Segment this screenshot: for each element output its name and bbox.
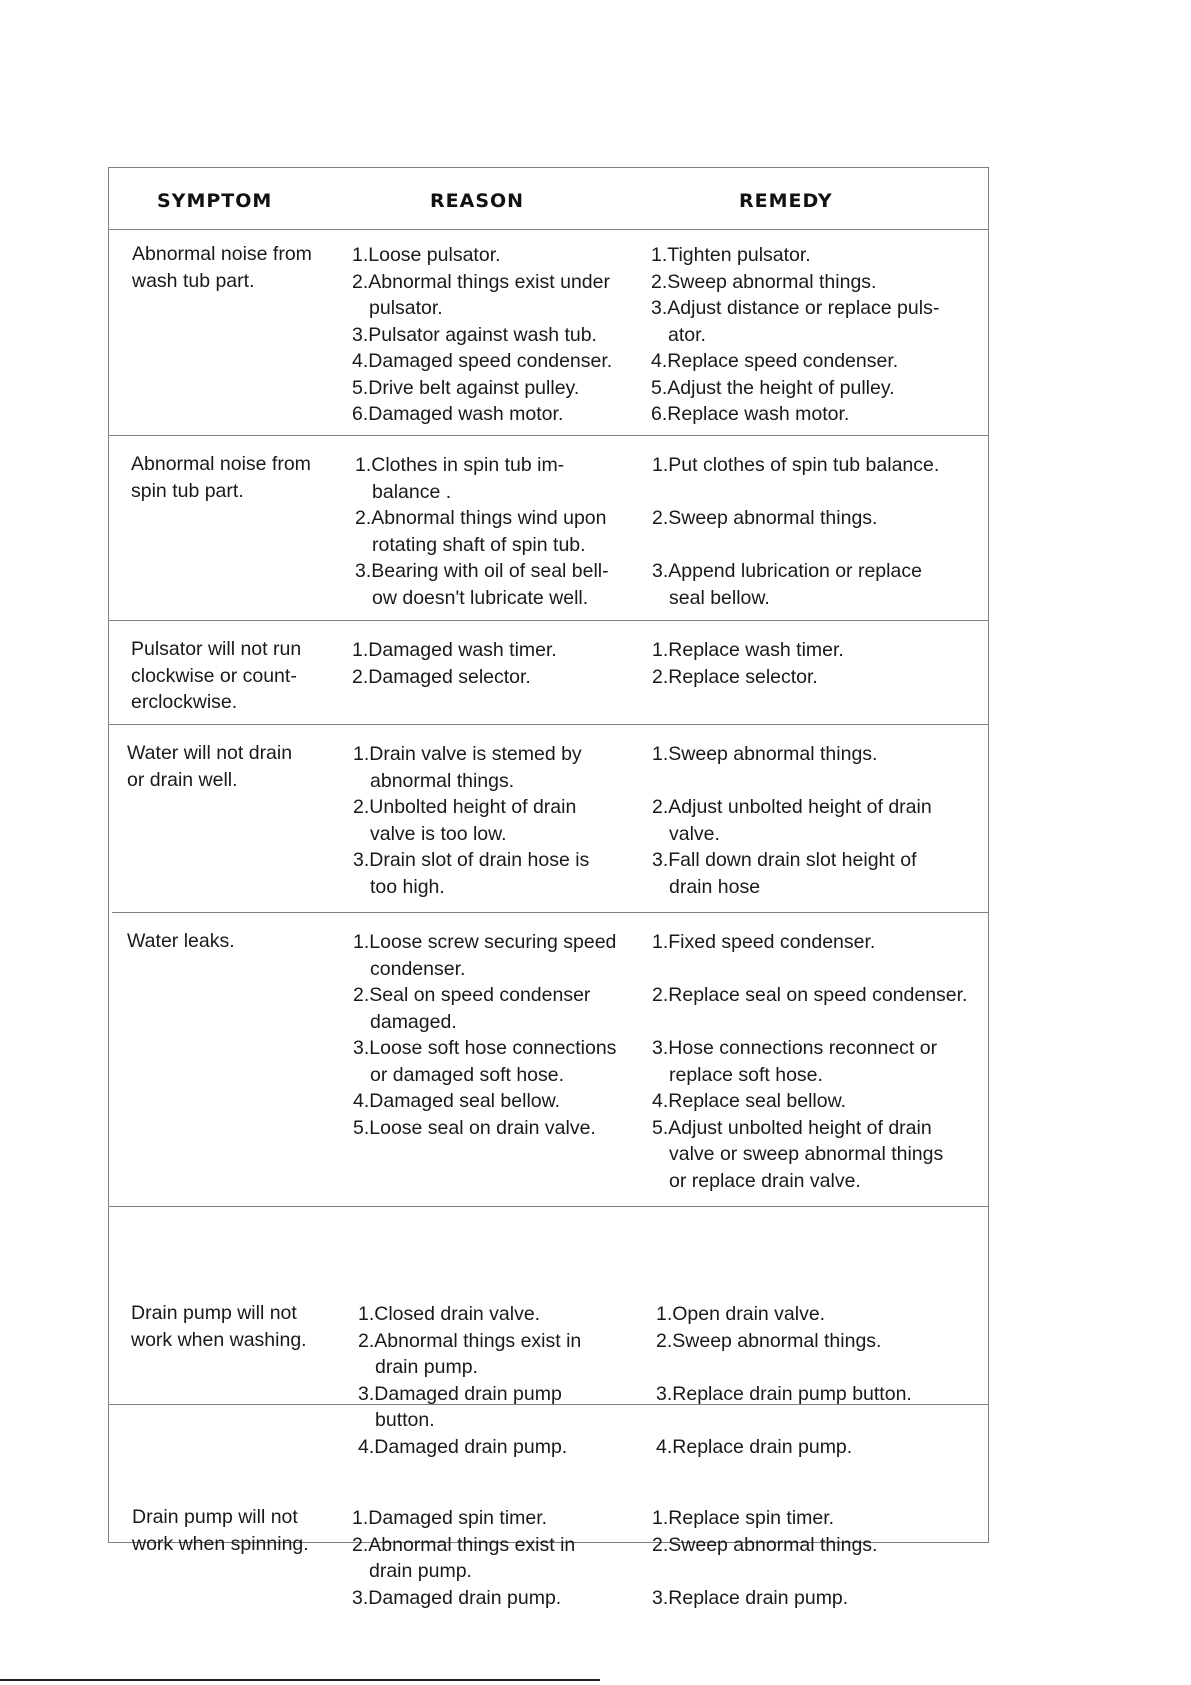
reason-line: 6.Damaged wash motor. [352,403,564,425]
reason-line: or damaged soft hose. [370,1063,565,1086]
remedy-line: 1.Replace spin timer. [652,1507,835,1529]
row-divider [109,620,988,621]
symptom-line: work when washing. [131,1328,307,1351]
reason-line: too high. [370,875,445,898]
remedy-line [652,479,939,506]
remedy-cell [652,637,844,690]
reason-line: 2.Damaged selector. [352,665,531,688]
remedy-line: or replace drain valve. [669,1169,861,1192]
symptom-cell [131,451,311,504]
remedy-cell [652,452,939,611]
remedy-line: 3.Hose connections reconnect or [652,1037,938,1059]
symptom-line: Drain pump will not [131,1302,297,1324]
reason-line: 1.Loose pulsator. [352,244,501,266]
reason-line: 2.Abnormal things exist in [352,1533,576,1556]
reason-line: rotating shaft of spin tub. [372,533,586,556]
reason-line: 3.Pulsator against wash tub. [352,323,597,346]
header-remedy: REMEDY [739,190,833,212]
symptom-line: spin tub part. [131,479,244,502]
remedy-line [652,1009,967,1036]
remedy-cell [652,1505,877,1611]
symptom-cell [132,241,312,294]
troubleshooting-table [108,167,989,1609]
footer-rule [0,1679,600,1681]
reason-line: pulsator. [369,297,443,319]
symptom-line: Water will not drain [127,742,293,764]
remedy-line: 2.Replace selector. [652,665,818,688]
remedy-line: 3.Fall down drain slot height of [652,849,917,871]
remedy-line: 1.Open drain valve. [656,1303,826,1325]
reason-cell [352,242,612,428]
remedy-line [656,1407,912,1434]
symptom-line: Drain pump will not [132,1506,298,1528]
remedy-line: 4.Replace seal bellow. [652,1090,847,1112]
row-divider [109,435,988,436]
remedy-line: 2.Sweep abnormal things. [651,270,877,293]
symptom-line: Water leaks. [127,930,235,952]
remedy-line [656,1354,912,1381]
row-divider [109,1206,988,1207]
remedy-line: 2.Replace seal on speed condenser. [652,984,968,1006]
remedy-line [652,532,939,559]
reason-line: 4.Damaged speed condenser. [352,350,613,372]
reason-line: 4.Damaged seal bellow. [353,1090,561,1112]
remedy-line: 3.Replace drain pump. [652,1586,849,1609]
reason-line: valve is too low. [370,822,507,845]
symptom-cell [131,636,301,716]
reason-line: ow doesn't lubricate well. [372,586,589,609]
remedy-cell [656,1301,912,1460]
symptom-cell [131,1300,307,1353]
remedy-line: 2.Sweep abnormal things. [652,1533,878,1556]
reason-line: 1.Drain valve is stemed by [353,743,582,765]
remedy-line: 5.Adjust unbolted height of drain [652,1116,932,1139]
remedy-line: 4.Replace speed condenser. [651,350,899,372]
reason-line: 2.Abnormal things wind upon [355,507,607,529]
remedy-cell [652,741,932,900]
row-divider [109,724,988,725]
reason-cell [352,1505,575,1611]
reason-line: drain pump. [375,1356,478,1378]
remedy-line: 4.Replace drain pump. [656,1435,853,1458]
header-reason: REASON [430,190,525,212]
reason-line: damaged. [370,1010,457,1033]
remedy-line: 2.Sweep abnormal things. [656,1329,882,1352]
reason-line: drain pump. [369,1560,472,1582]
symptom-line: Abnormal noise from [132,243,312,265]
remedy-line: 1.Replace wash timer. [652,639,844,661]
reason-line: 4.Damaged drain pump. [358,1435,568,1458]
remedy-line: 3.Append lubrication or replace [652,560,922,582]
remedy-line: 5.Adjust the height of pulley. [651,376,895,399]
remedy-line: 6.Replace wash motor. [651,403,850,425]
reason-line: 3.Loose soft hose connections [353,1037,617,1059]
remedy-line: 1.Sweep abnormal things. [652,743,878,765]
remedy-line: replace soft hose. [669,1063,823,1086]
remedy-line [652,956,967,983]
reason-line: 5.Loose seal on drain valve. [353,1116,596,1139]
remedy-line [652,768,932,795]
remedy-line: drain hose [669,875,761,898]
remedy-line: seal bellow. [669,586,770,609]
row-divider [112,912,988,913]
reason-line: balance . [372,480,452,503]
reason-line: 3.Damaged drain pump. [352,1586,562,1609]
symptom-cell [132,1504,309,1557]
reason-line: button. [375,1409,435,1431]
reason-line: 3.Bearing with oil of seal bell- [355,560,609,582]
remedy-cell [651,242,939,428]
symptom-line: clockwise or count- [131,664,297,687]
reason-cell [353,741,589,900]
reason-line: condenser. [370,957,466,980]
reason-line: 1.Damaged wash timer. [352,639,557,661]
remedy-line: 3.Replace drain pump button. [656,1382,912,1405]
reason-line: 3.Drain slot of drain hose is [353,849,590,871]
reason-line: 2.Abnormal things exist in [358,1329,582,1352]
reason-cell [355,452,609,611]
symptom-cell [127,928,235,955]
remedy-line: valve. [669,822,720,845]
symptom-line: erclockwise. [131,691,238,713]
reason-cell [358,1301,581,1460]
reason-line: 1.Clothes in spin tub im- [355,454,565,476]
reason-line: 2.Abnormal things exist under [352,270,610,293]
reason-line: 2.Unbolted height of drain [353,796,577,818]
reason-line: 2.Seal on speed condenser [353,984,591,1006]
remedy-line: ator. [668,323,706,346]
symptom-line: or drain well. [127,768,238,791]
remedy-line: 2.Sweep abnormal things. [652,507,878,529]
remedy-line: 1.Tighten pulsator. [651,244,811,266]
remedy-line: 2.Adjust unbolted height of drain [652,796,932,818]
symptom-line: work when spinning. [132,1532,309,1555]
reason-line: abnormal things. [370,769,515,792]
reason-line: 1.Loose screw securing speed [353,931,617,953]
symptom-line: Abnormal noise from [131,453,311,475]
symptom-line: wash tub part. [132,269,255,292]
header-symptom: SYMPTOM [157,190,273,212]
symptom-cell [127,740,292,793]
symptom-line: Pulsator will not run [131,638,302,660]
remedy-line: valve or sweep abnormal things [669,1143,944,1165]
reason-line: 1.Damaged spin timer. [352,1507,548,1529]
remedy-line [652,1558,877,1585]
reason-line: 5.Drive belt against pulley. [352,376,580,399]
remedy-line: 1.Put clothes of spin tub balance. [652,454,940,476]
remedy-line: 1.Fixed speed condenser. [652,931,876,953]
reason-cell [352,637,557,690]
remedy-cell [652,929,967,1194]
header-divider [109,229,988,230]
reason-line: 1.Closed drain valve. [358,1303,541,1325]
reason-cell [353,929,616,1141]
reason-line: 3.Damaged drain pump [358,1382,562,1405]
remedy-line: 3.Adjust distance or replace puls- [651,297,940,319]
